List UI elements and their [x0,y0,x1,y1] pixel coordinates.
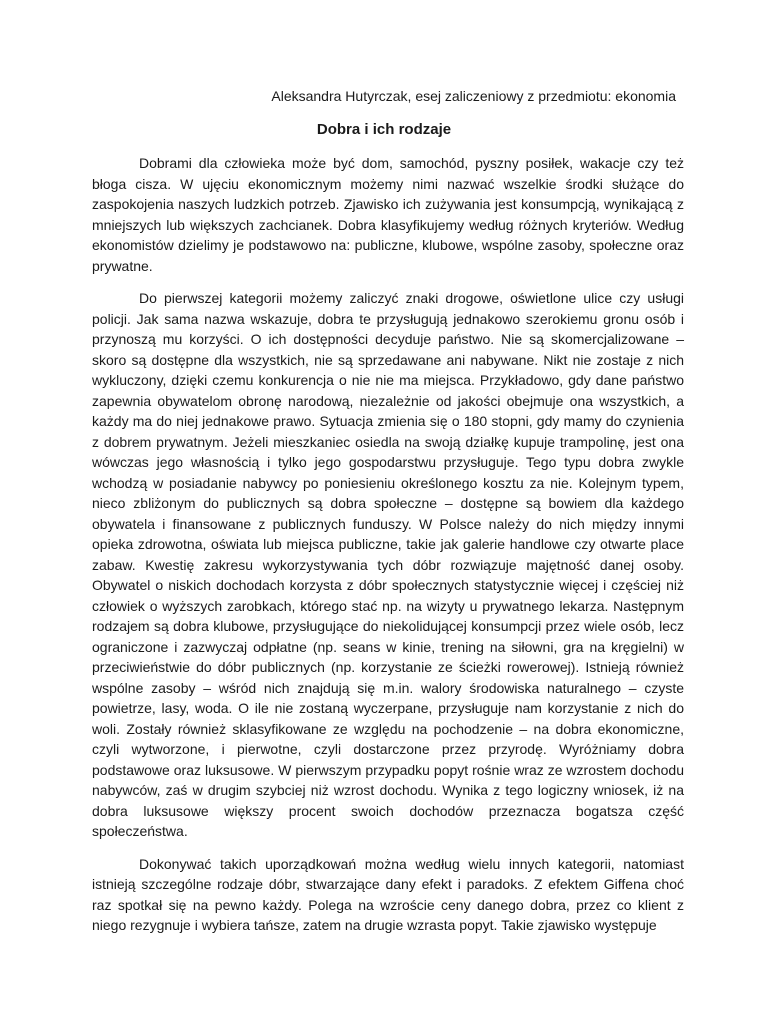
paragraph-2: Do pierwszej kategorii możemy zaliczyć znaki drogowe, oświetlone ulice czy usługi policji. Jak sama nazwa wskazuje, dobra te przysługują jednakowo szerokiemu gronu osób i przynoszą mu korzyści. O ich dostępności decyduje państwo. Nie są skomercjalizowane – skoro są dostępne dla wszystkich, nie są sprzedawane ani nabywane. Nikt nie zostaje z nich wykluczony, dzięki czemu konkurencja o nie nie ma miejsca. Przykładowo, gdy dane państwo zapewnia obywatelom obronę narodową, niezależnie od jakości obejmuje ona wszystkich, a każdy ma do niej jednakowe prawo. Sytuacja zmienia się o 180 stopni, gdy mamy do czynienia z dobrem prywatnym. Jeżeli mieszkaniec osiedla na swoją działkę kupuje trampolinę, jest ona wówczas jego własnością i tylko jego gospodarstwu przysługuje. Tego typu dobra zwykle wchodzą w posiadanie nabywcy po poniesieniu określonego kosztu za nie. Kolejnym typem, nieco zbliżonym do publicznych są dobra społeczne – dostępne są bowiem dla każdego obywatela i finansowane z publicznych funduszy. W Polsce należy do nich między innymi opieka zdrowotna, oświata lub miejsca publiczne, takie jak galerie handlowe czy otwarte place zabaw. Kwestię zakresu wykorzystywania tych dóbr rozwiązuje majętność danej osoby. Obywatel o niskich dochodach korzysta z dóbr społecznych statystycznie więcej i częściej niż człowiek o wyższych zarobkach, którego stać np. na wizyty u prywatnego lekarza. Następnym rodzajem są dobra klubowe, przysługujące do niekolidującej konsumpcji przez wiele osób, lecz ograniczone i zazwyczaj odpłatne (np. seans w kinie, trening na siłowni, gra na kręgielni) w przeciwieństwie do dóbr publicznych (np. korzystanie ze ścieżki rowerowej). Istnieją również wspólne zasoby – wśród nich znajdują się m.in. walory środowiska naturalnego – czyste powietrze, lasy, woda. O ile nie zostaną wyczerpane, przysługuje nam korzystanie z nich do woli. Zostały również sklasyfikowane ze względu na pochodzenie – na dobra ekonomiczne, czyli wytworzone, i pierwotne, czyli dostarczone przez przyrodę. Wyróżniamy dobra podstawowe oraz luksusowe. W pierwszym przypadku popyt rośnie wraz ze wzrostem dochodu nabywców, zaś w drugim szybciej niż wzrost dochodu. Wynika z tego logiczny wniosek, iż na dobra luksusowe większy procent swoich dochodów przeznacza bogatsza część społeczeństwa. [92,290,684,839]
document-title: Dobra i ich rodzaje [316,121,452,138]
document-body [92,153,684,948]
paragraph-3: Dokonywać takich uporządkowań można według wielu innych kategorii, natomiast istnieją szczególne rodzaje dóbr, stwarzające dany efekt i paradoks. Z efektem Giffena choć raz spotkał się na pewno każdy. Polega na wzroście ceny danego dobra, przez co klient z niego rezygnuje i wybiera tańsze, zatem na drugie wzrasta popyt. Takie zjawisko występuje [92,855,684,933]
document-header: Aleksandra Hutyrczak, esej zaliczeniowy z przedmiotu: ekonomia [271,88,676,104]
paragraph-1: Dobrami dla człowieka może być dom, samochód, pyszny posiłek, wakacje czy też błoga cisza. W ujęciu ekonomicznym możemy nimi nazwać wszelkie środki służące do zaspokojenia naszych ludzkich potrzeb. Zjawisko ich zużywania jest konsumpcją, wynikającą z mniejszych lub większych zachcianek. Dobra klasyfikujemy według różnych kryteriów. Według ekonomistów dzielimy je podstawowo na: publiczne, klubowe, wspólne zasoby, społeczne oraz prywatne. [92,155,684,274]
